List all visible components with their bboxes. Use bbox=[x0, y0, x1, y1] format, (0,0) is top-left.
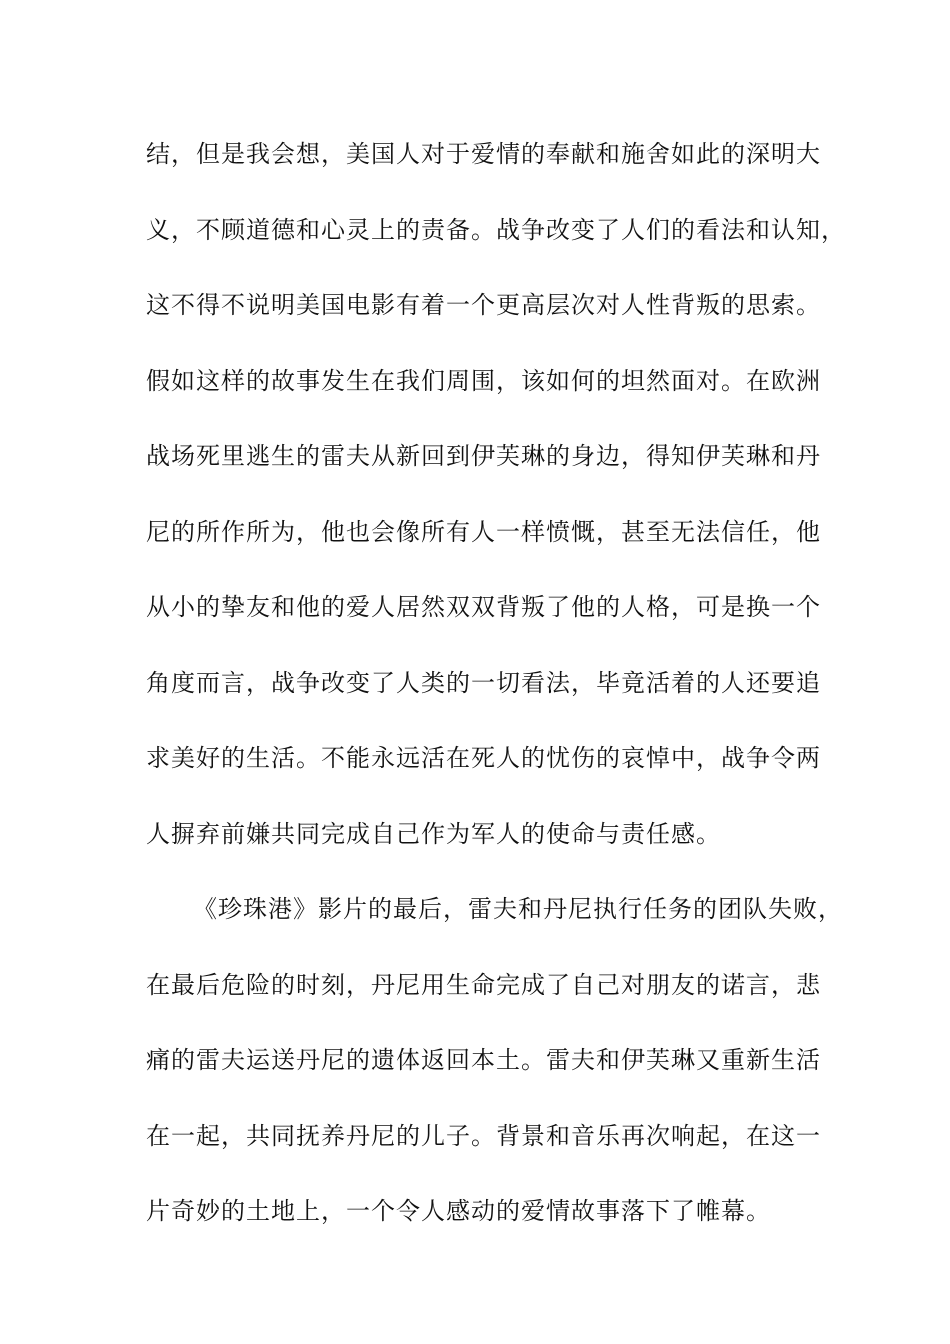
text-line: 痛的雷夫运送丹尼的遗体返回本土。雷夫和伊芙琳又重新生活 bbox=[146, 1046, 821, 1074]
text-line: 尼的所作所为，他也会像所有人一样愤慨，甚至无法信任，他 bbox=[146, 517, 821, 546]
text-line: 求美好的生活。不能永远活在死人的忧伤的哀悼中，战争令两 bbox=[146, 744, 821, 772]
text-line: 这不得不说明美国电影有着一个更高层次对人性背叛的思索。 bbox=[146, 291, 821, 319]
text-line: 在最后危险的时刻，丹尼用生命完成了自己对朋友的诺言，悲 bbox=[146, 970, 821, 999]
text-line: 战场死里逃生的雷夫从新回到伊芙琳的身边，得知伊芙琳和丹 bbox=[146, 442, 821, 470]
paragraph-start-line: 《珍珠港》影片的最后，雷夫和丹尼执行任务的团队失败， bbox=[193, 895, 843, 923]
text-line: 角度而言，战争改变了人类的一切看法，毕竟活着的人还要追 bbox=[146, 668, 821, 697]
text-line: 假如这样的故事发生在我们周围，该如何的坦然面对。在欧洲 bbox=[146, 366, 821, 395]
text-line: 片奇妙的土地上，一个令人感动的爱情故事落下了帷幕。 bbox=[146, 1197, 771, 1225]
body-text bbox=[146, 134, 846, 1267]
text-line: 义，不顾道德和心灵上的责备。战争改变了人们的看法和认知， bbox=[146, 215, 846, 244]
text-line: 在一起，共同抚养丹尼的儿子。背景和音乐再次响起，在这一 bbox=[146, 1121, 821, 1150]
text-line: 人摒弃前嫌共同完成自己作为军人的使命与责任感。 bbox=[146, 819, 721, 848]
text-line: 从小的挚友和他的爱人居然双双背叛了他的人格，可是换一个 bbox=[146, 593, 821, 621]
text-line: 结，但是我会想，美国人对于爱情的奉献和施舍如此的深明大 bbox=[146, 140, 821, 168]
